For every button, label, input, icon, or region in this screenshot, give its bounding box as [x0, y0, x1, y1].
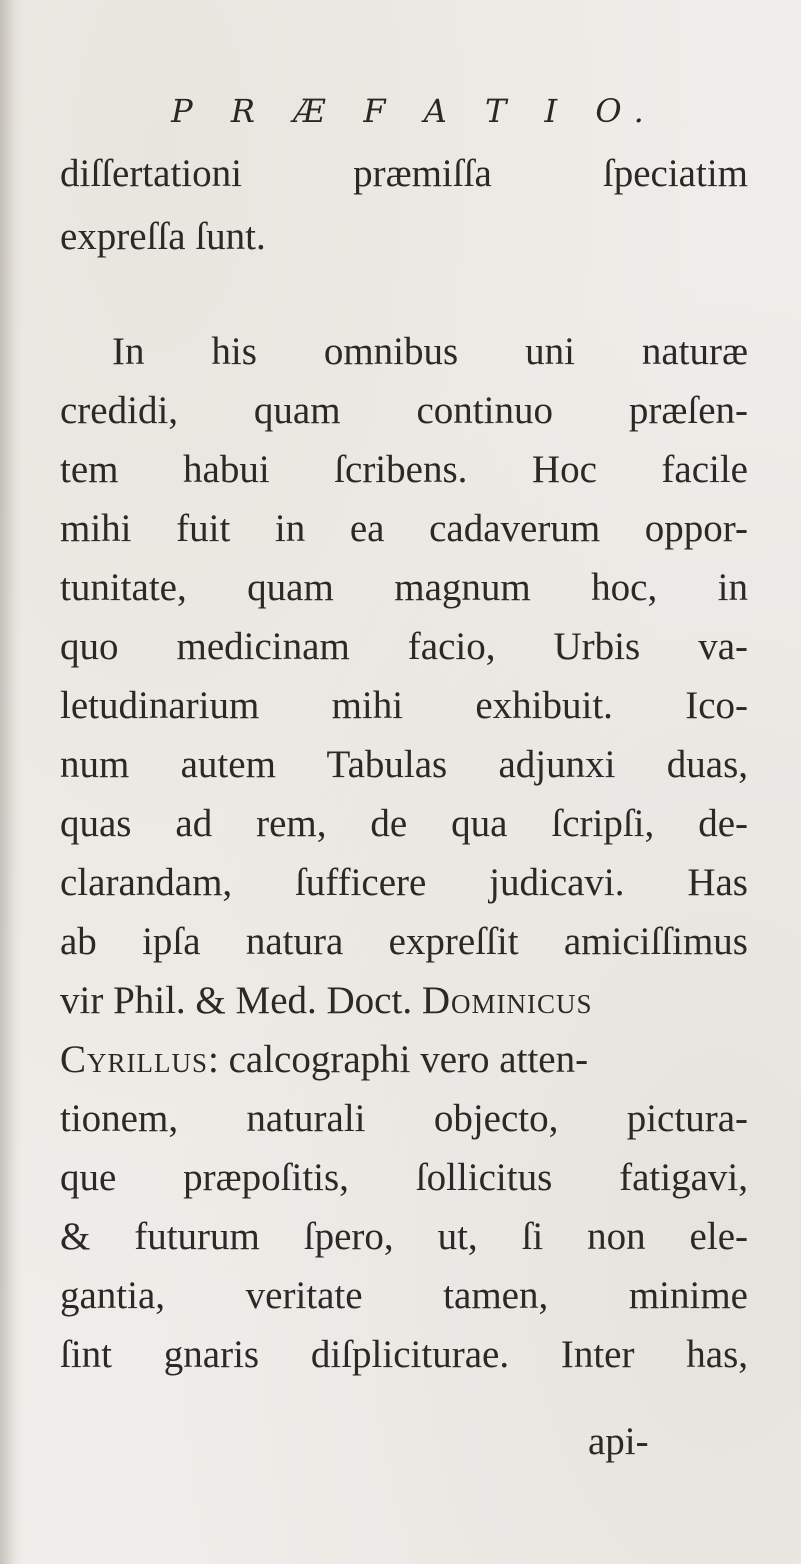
text-line: diſſertationi præmiſſa ſpeciatim — [60, 152, 748, 195]
text-line: & futurum ſpero, ut, ſi non ele- — [60, 1215, 748, 1258]
text-line: que præpoſitis, ſollicitus fatigavi, — [60, 1156, 748, 1199]
text-line: mihi fuit in ea cadaverum oppor- — [60, 507, 748, 550]
text-line: ſint gnaris diſpliciturae. Inter has, — [60, 1333, 748, 1376]
text-line: expreſſa ſunt. — [60, 215, 266, 258]
text-line: gantia, veritate tamen, minime — [60, 1274, 748, 1317]
text-run: : calcographi vero atten- — [208, 1038, 589, 1081]
text-line: letudinarium mihi exhibuit. Ico- — [60, 684, 748, 727]
name-cyrillus: Cyrillus — [60, 1038, 209, 1081]
text-line: tem habui ſcribens. Hoc facile — [60, 448, 748, 491]
gutter-shadow — [0, 0, 22, 1564]
text-line: In his omnibus uni naturæ — [112, 330, 748, 373]
text-run: vir Phil. & Med. Doct. — [60, 979, 422, 1022]
text-line: tunitate, quam magnum hoc, in — [60, 566, 748, 609]
text-line: num autem Tabulas adjunxi duas, — [60, 743, 748, 786]
text-line: quas ad rem, de qua ſcripſi, de- — [60, 802, 748, 845]
text-line — [60, 977, 593, 1025]
name-dominicus: Dominicus — [421, 979, 593, 1022]
text-line: ab ipſa natura expreſſit amiciſſimus — [60, 920, 748, 963]
text-line: quo medicinam facio, Urbis va- — [60, 625, 748, 668]
running-head: P R Æ F A T I O. — [171, 92, 658, 130]
text-line: tionem, naturali objecto, pictura- — [60, 1097, 748, 1140]
text-line: credidi, quam continuo præſen- — [60, 389, 748, 432]
text-line: clarandam, ſufficere judicavi. Has — [60, 861, 748, 904]
catchword: api- — [588, 1420, 649, 1463]
text-line — [60, 1036, 588, 1084]
